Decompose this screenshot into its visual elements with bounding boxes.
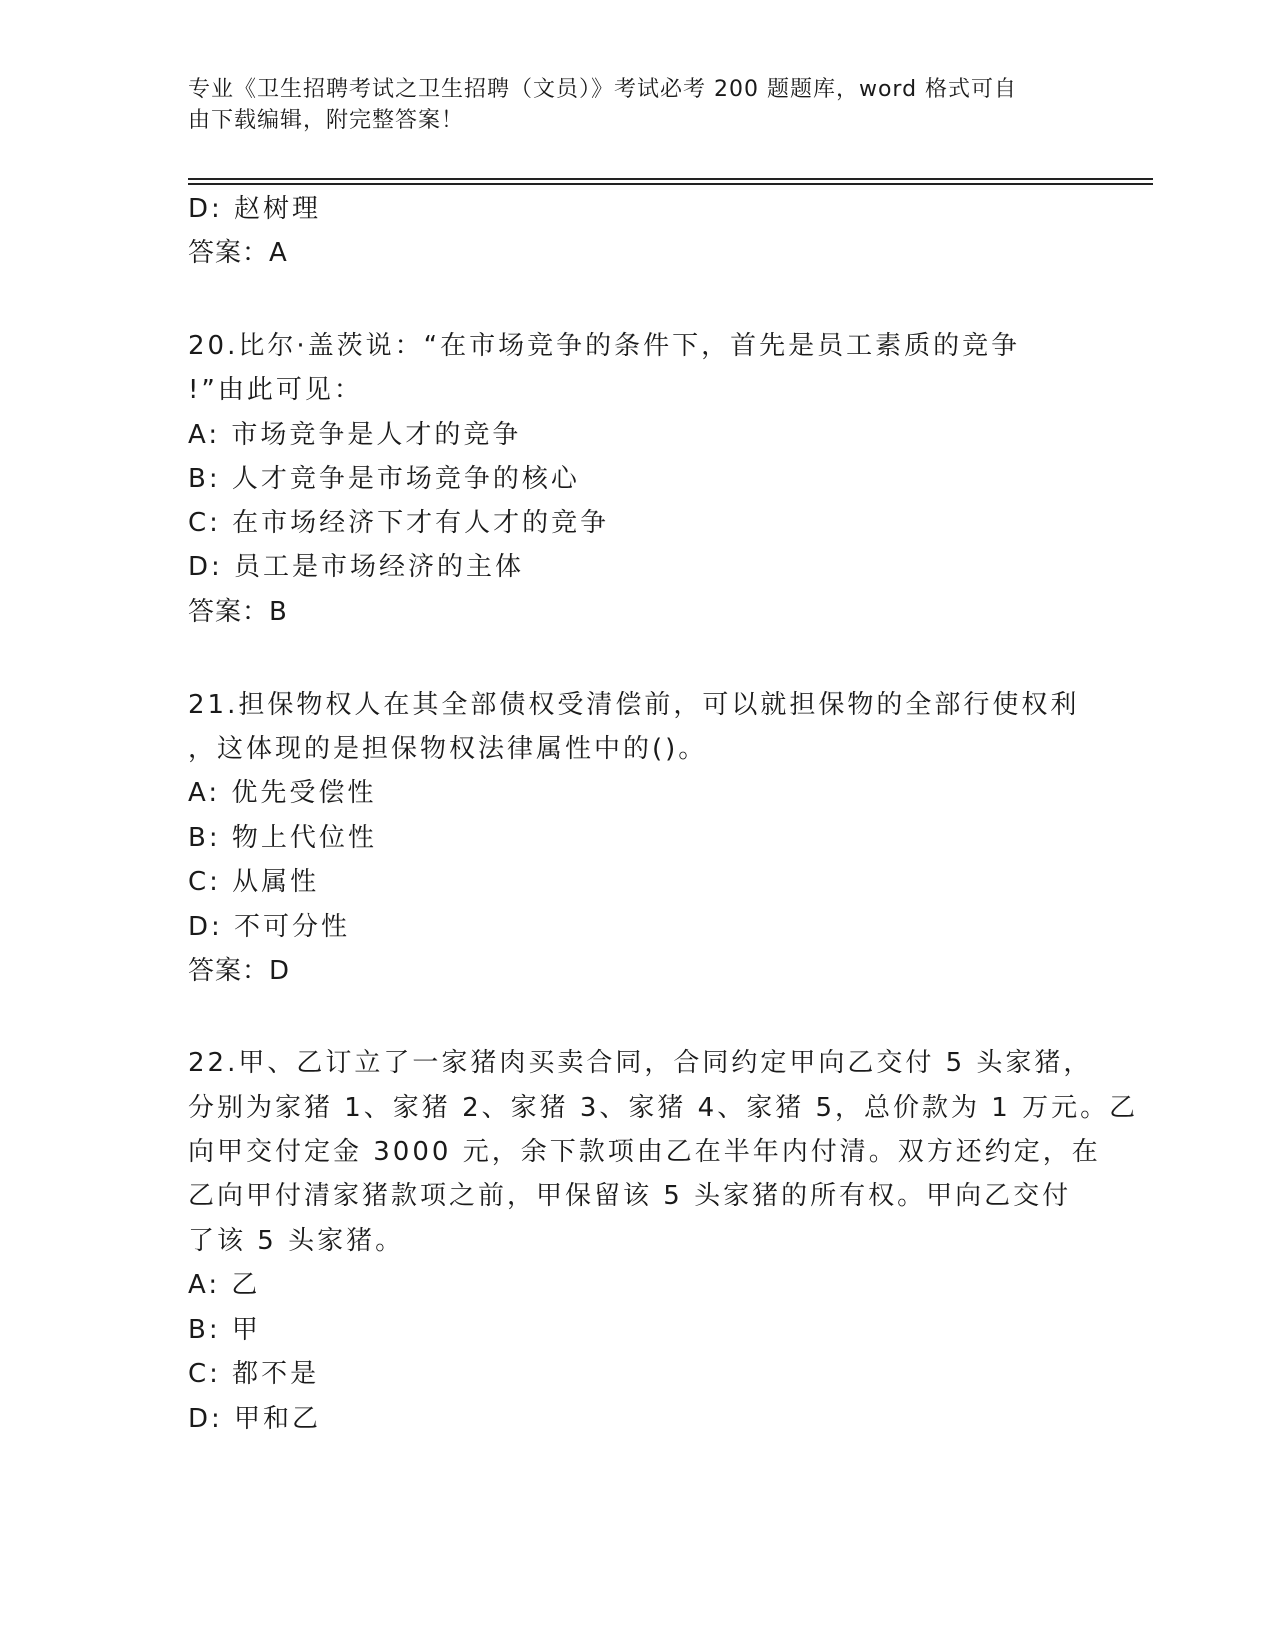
q22-option-b: B: 甲 bbox=[188, 1315, 261, 1345]
header-divider-bottom bbox=[188, 183, 1153, 185]
q22-option-c: C: 都不是 bbox=[188, 1359, 320, 1389]
q20-stem-line-1: 20.比尔·盖茨说：“在市场竞争的条件下，首先是员工素质的竞争 bbox=[188, 331, 1021, 361]
header-title-line-1: 专业《卫生招聘考试之卫生招聘（文员）》考试必考 200 题题库，word 格式可自 bbox=[188, 77, 1018, 102]
q19-option-d: D: 赵树理 bbox=[188, 194, 322, 224]
q21-option-c: C: 从属性 bbox=[188, 867, 320, 897]
q22-stem-line-5: 了该 5 头家猪。 bbox=[188, 1226, 405, 1256]
q20-option-a: A: 市场竞争是人才的竞争 bbox=[188, 420, 522, 450]
q21-option-d: D: 不可分性 bbox=[188, 912, 351, 942]
q22-stem-line-3: 向甲交付定金 3000 元，余下款项由乙在半年内付清。双方还约定，在 bbox=[188, 1137, 1101, 1167]
q21-stem-line-1: 21.担保物权人在其全部债权受清偿前，可以就担保物的全部行使权利 bbox=[188, 690, 1080, 720]
document-header bbox=[188, 74, 1068, 136]
q22-stem-line-1: 22.甲、乙订立了一家猪肉买卖合同，合同约定甲向乙交付 5 头家猪， bbox=[188, 1048, 1093, 1078]
q22-option-a: A: 乙 bbox=[188, 1270, 261, 1300]
header-divider-top bbox=[188, 178, 1153, 180]
q20-option-d: D: 员工是市场经济的主体 bbox=[188, 552, 525, 582]
header-title-line-2: 由下载编辑，附完整答案！ bbox=[188, 108, 465, 133]
q22-stem-line-2: 分别为家猪 1、家猪 2、家猪 3、家猪 4、家猪 5，总价款为 1 万元。乙 bbox=[188, 1093, 1139, 1123]
q22-option-d: D: 甲和乙 bbox=[188, 1404, 322, 1434]
q22-stem-line-4: 乙向甲付清家猪款项之前，甲保留该 5 头家猪的所有权。甲向乙交付 bbox=[188, 1181, 1072, 1211]
q20-option-b: B: 人才竞争是市场竞争的核心 bbox=[188, 464, 580, 494]
q20-option-c: C: 在市场经济下才有人才的竞争 bbox=[188, 508, 610, 538]
q21-answer: 答案：D bbox=[188, 956, 291, 986]
q21-option-a: A: 优先受偿性 bbox=[188, 778, 377, 808]
q20-stem-line-2: !”由此可见： bbox=[188, 375, 363, 405]
q19-answer: 答案：A bbox=[188, 238, 288, 268]
q21-stem-line-2: ，这体现的是担保物权法律属性中的()。 bbox=[188, 734, 708, 764]
q20-answer: 答案：B bbox=[188, 597, 288, 627]
q21-option-b: B: 物上代位性 bbox=[188, 823, 377, 853]
